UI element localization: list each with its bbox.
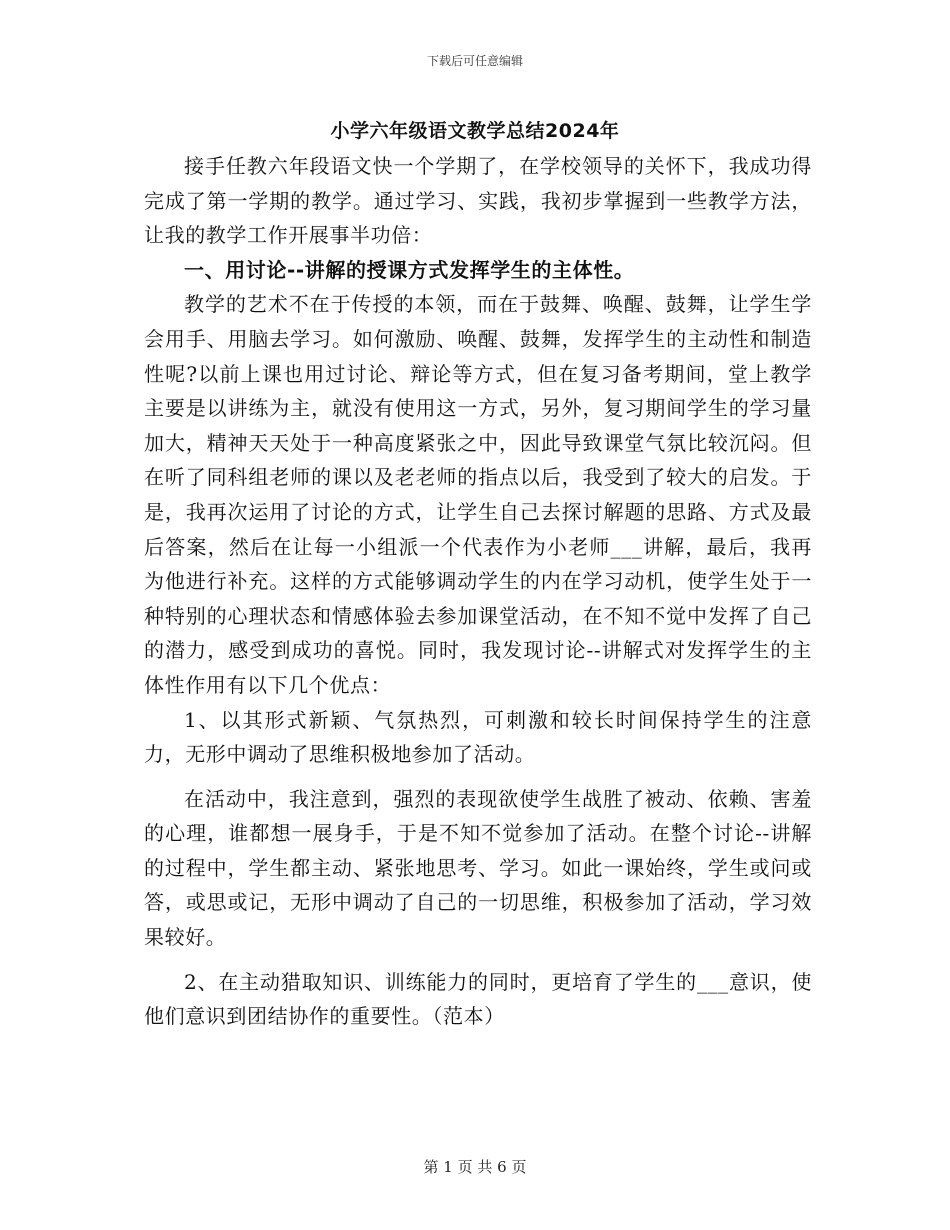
body-paragraph: 在活动中，我注意到，强烈的表现欲使学生战胜了被动、依赖、害羞的心理，谁都想一展身手，于是不知不觉参加了活动。在整个讨论--讲解的过程中，学生都主动、紧张地思考、学习。如此一课始终，学生或问或答，或思或记，无形中调动了自己的一切思维，积极参加了活动，学习效果较好。 [144, 786, 812, 950]
header-note: 下载后可任意编辑 [426, 54, 523, 68]
page-number: 第 1 页 共 6 页 [423, 1158, 527, 1176]
document-title: 小学六年级语文教学总结2024年 [330, 120, 620, 142]
point-one-paragraph: 1、以其形式新颖、气氛热烈，可刺激和较长时间保持学生的注意力，无形中调动了思维积极地参加了活动。 [144, 707, 812, 767]
intro-paragraph: 接手任教六年段语文快一个学期了，在学校领导的关怀下，我成功得完成了第一学期的教学。通过学习、实践，我初步掌握到一些教学方法，让我的教学工作开展事半功倍： [144, 154, 812, 248]
section-heading: 一、用讨论--讲解的授课方式发挥学生的主体性。 [184, 257, 635, 282]
body-paragraph: 教学的艺术不在于传授的本领，而在于鼓舞、唤醒、鼓舞，让学生学会用手、用脑去学习。如何激励、唤醒、鼓舞，发挥学生的主动性和制造性呢?以前上课也用过讨论、辩论等方式，但在复习备考期间，堂上教学主要是以讲练为主，就没有使用这一方式，另外，复习期间学生的学习量加大，精神天天处于一种高度紧张之中，因此导致课堂气氛比较沉闷。但在听了同科组老师的课以及老老师的指点以后，我受到了较大的启发。于是，我再次运用了讨论的方式，让学生自己去探讨解题的思路、方式及最后答案，然后在让每一小组派一个代表作为小老师___讲解，最后，我再为他进行补充。这样的方式能够调动学生的内在学习动机，使学生处于一种特别的心理状态和情感体验去参加课堂活动，在不知不觉中发挥了自己的潜力，感受到成功的喜悦。同时，我发现讨论--讲解式对发挥学生的主体性作用有以下几个优点： [144, 292, 812, 697]
point-two-paragraph: 2、在主动猎取知识、训练能力的同时，更培育了学生的___意识，使他们意识到团结协作的重要性。（范本） [144, 969, 812, 1029]
document-body [144, 149, 812, 1034]
